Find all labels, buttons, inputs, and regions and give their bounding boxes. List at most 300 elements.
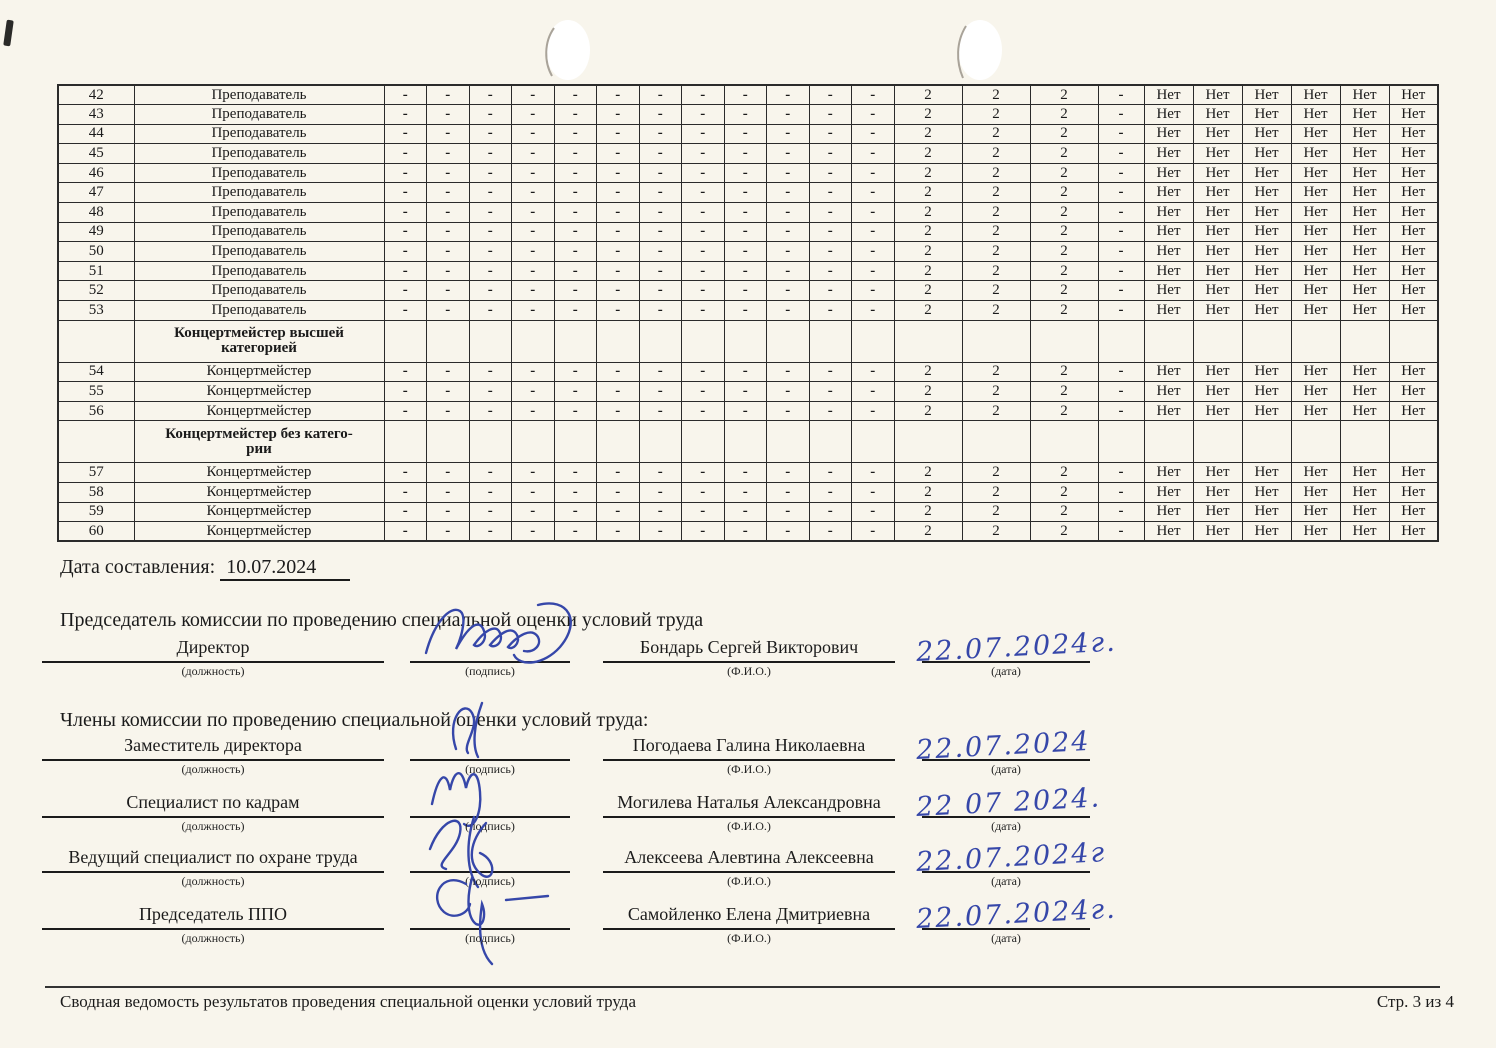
value-cell: Нет: [1291, 522, 1340, 542]
position-cell: [42, 792, 384, 833]
value-cell: -: [767, 463, 810, 483]
value-cell: -: [724, 522, 767, 542]
value-cell: -: [724, 483, 767, 503]
value-cell: Нет: [1242, 203, 1291, 223]
value-cell: Нет: [1193, 522, 1242, 542]
value-cell: -: [384, 362, 427, 382]
value-cell: 2: [894, 163, 962, 183]
job-title-cell: Преподаватель: [134, 222, 384, 242]
value-cell: Нет: [1291, 281, 1340, 301]
value-cell: Нет: [1340, 463, 1389, 483]
value-cell: Нет: [1291, 203, 1340, 223]
name-cell: [603, 637, 895, 678]
value-cell: -: [427, 483, 470, 503]
value-cell: -: [427, 401, 470, 421]
value-cell: -: [554, 522, 597, 542]
date-label: (дата): [991, 931, 1021, 945]
value-cell: -: [597, 105, 640, 125]
job-title-cell: Преподаватель: [134, 144, 384, 164]
value-cell: -: [512, 183, 555, 203]
value-cell: 2: [962, 222, 1030, 242]
value-cell: -: [724, 85, 767, 105]
value-cell: Нет: [1291, 483, 1340, 503]
value-cell: Нет: [1340, 401, 1389, 421]
value-cell: -: [597, 222, 640, 242]
value-cell: Нет: [1193, 362, 1242, 382]
value-cell: -: [427, 163, 470, 183]
value-cell: -: [1098, 222, 1144, 242]
value-cell: -: [554, 261, 597, 281]
value-cell: -: [597, 124, 640, 144]
position-cell: [42, 847, 384, 888]
row-number-cell: 53: [58, 301, 134, 321]
row-number-cell: 52: [58, 281, 134, 301]
value-cell: -: [469, 144, 512, 164]
value-cell: -: [1098, 522, 1144, 542]
value-cell: Нет: [1389, 382, 1438, 402]
job-title-cell: Концертмейстер: [134, 401, 384, 421]
value-cell: Нет: [1389, 301, 1438, 321]
value-cell: -: [554, 124, 597, 144]
value-cell: -: [469, 85, 512, 105]
value-cell: -: [427, 463, 470, 483]
row-number-cell: 44: [58, 124, 134, 144]
value-cell: -: [1098, 124, 1144, 144]
value-cell: -: [809, 301, 852, 321]
value-cell: -: [682, 163, 725, 183]
job-title-cell: Концертмейстер: [134, 463, 384, 483]
value-cell: 2: [894, 382, 962, 402]
value-cell: 2: [894, 281, 962, 301]
value-cell: -: [384, 183, 427, 203]
value-cell: 2: [894, 144, 962, 164]
empty-cell: [469, 421, 512, 463]
value-cell: -: [809, 124, 852, 144]
value-cell: 2: [1030, 222, 1098, 242]
value-cell: -: [682, 502, 725, 522]
value-cell: 2: [1030, 463, 1098, 483]
value-cell: -: [809, 362, 852, 382]
value-cell: Нет: [1193, 301, 1242, 321]
value-cell: Нет: [1389, 163, 1438, 183]
empty-cell: [962, 320, 1030, 362]
value-cell: -: [384, 124, 427, 144]
value-cell: -: [682, 261, 725, 281]
results-table-wrap: [57, 84, 1439, 542]
value-cell: -: [852, 242, 895, 262]
value-cell: -: [512, 463, 555, 483]
value-cell: Нет: [1340, 85, 1389, 105]
empty-cell: [384, 421, 427, 463]
job-title-cell: Концертмейстер: [134, 362, 384, 382]
job-title-cell: Преподаватель: [134, 85, 384, 105]
value-cell: -: [852, 163, 895, 183]
value-cell: -: [767, 163, 810, 183]
value-cell: Нет: [1340, 483, 1389, 503]
signature-label: (подпись): [465, 931, 515, 945]
value-cell: Нет: [1242, 144, 1291, 164]
empty-cell: [767, 421, 810, 463]
value-cell: Нет: [1193, 144, 1242, 164]
job-title-cell: Концертмейстер: [134, 483, 384, 503]
value-cell: -: [1098, 401, 1144, 421]
value-cell: -: [639, 463, 682, 483]
value-cell: 2: [894, 522, 962, 542]
value-cell: -: [724, 281, 767, 301]
value-cell: -: [384, 522, 427, 542]
table-row: [58, 301, 1438, 321]
value-cell: -: [469, 242, 512, 262]
value-cell: -: [682, 203, 725, 223]
value-cell: Нет: [1340, 261, 1389, 281]
value-cell: Нет: [1340, 502, 1389, 522]
value-cell: -: [809, 203, 852, 223]
empty-cell: [554, 320, 597, 362]
value-cell: Нет: [1291, 301, 1340, 321]
value-cell: 2: [1030, 183, 1098, 203]
value-cell: 2: [962, 261, 1030, 281]
value-cell: 2: [962, 301, 1030, 321]
value-cell: -: [767, 522, 810, 542]
compiled-date-label: Дата составления:: [60, 556, 216, 578]
value-cell: -: [384, 401, 427, 421]
row-number-cell: 49: [58, 222, 134, 242]
value-cell: -: [427, 183, 470, 203]
value-cell: Нет: [1242, 301, 1291, 321]
empty-cell: [1144, 421, 1193, 463]
value-cell: -: [554, 463, 597, 483]
value-cell: Нет: [1144, 163, 1193, 183]
value-cell: -: [384, 242, 427, 262]
name-label: (Ф.И.О.): [727, 874, 771, 888]
value-cell: Нет: [1242, 382, 1291, 402]
value-cell: Нет: [1291, 183, 1340, 203]
value-cell: -: [554, 85, 597, 105]
value-cell: 2: [962, 203, 1030, 223]
value-cell: -: [852, 301, 895, 321]
value-cell: -: [682, 222, 725, 242]
job-title-cell: Преподаватель: [134, 163, 384, 183]
value-cell: -: [554, 382, 597, 402]
value-cell: -: [639, 301, 682, 321]
date-label: (дата): [991, 762, 1021, 776]
value-cell: -: [597, 362, 640, 382]
value-cell: -: [682, 144, 725, 164]
value-cell: -: [639, 85, 682, 105]
value-cell: -: [639, 105, 682, 125]
value-cell: -: [384, 105, 427, 125]
value-cell: Нет: [1144, 382, 1193, 402]
job-title-cell: Преподаватель: [134, 183, 384, 203]
job-title-cell: Концертмейстер: [134, 382, 384, 402]
position-cell: [42, 904, 384, 945]
row-number-cell: 43: [58, 105, 134, 125]
value-cell: -: [1098, 301, 1144, 321]
value-cell: Нет: [1193, 124, 1242, 144]
value-cell: Нет: [1389, 502, 1438, 522]
value-cell: -: [809, 463, 852, 483]
position-text: Специалист по кадрам: [126, 792, 300, 812]
value-cell: -: [809, 105, 852, 125]
signature-cell: [410, 871, 570, 888]
row-number-cell: 45: [58, 144, 134, 164]
value-cell: -: [682, 463, 725, 483]
value-cell: -: [597, 163, 640, 183]
value-cell: Нет: [1242, 183, 1291, 203]
value-cell: Нет: [1144, 502, 1193, 522]
value-cell: -: [597, 281, 640, 301]
value-cell: -: [554, 163, 597, 183]
value-cell: 2: [962, 124, 1030, 144]
signature-label: (подпись): [465, 819, 515, 833]
value-cell: -: [469, 483, 512, 503]
value-cell: -: [724, 203, 767, 223]
value-cell: 2: [894, 183, 962, 203]
value-cell: -: [1098, 382, 1144, 402]
value-cell: Нет: [1144, 203, 1193, 223]
row-number-cell: 48: [58, 203, 134, 223]
value-cell: -: [639, 144, 682, 164]
value-cell: -: [512, 261, 555, 281]
value-cell: Нет: [1144, 242, 1193, 262]
value-cell: Нет: [1144, 522, 1193, 542]
value-cell: Нет: [1242, 522, 1291, 542]
value-cell: -: [767, 261, 810, 281]
value-cell: -: [1098, 144, 1144, 164]
value-cell: Нет: [1242, 163, 1291, 183]
value-cell: -: [724, 261, 767, 281]
value-cell: -: [1098, 281, 1144, 301]
value-cell: -: [852, 222, 895, 242]
value-cell: Нет: [1389, 203, 1438, 223]
signature-cell: [410, 816, 570, 833]
position-label: (должность): [181, 931, 245, 945]
date-cell: [915, 837, 1107, 888]
empty-cell: [1193, 421, 1242, 463]
value-cell: -: [682, 281, 725, 301]
empty-cell: [554, 421, 597, 463]
value-cell: -: [852, 124, 895, 144]
value-cell: -: [724, 163, 767, 183]
name-cell: [603, 735, 895, 776]
value-cell: -: [427, 144, 470, 164]
value-cell: -: [852, 183, 895, 203]
empty-cell: [1291, 421, 1340, 463]
value-cell: -: [1098, 183, 1144, 203]
value-cell: -: [469, 301, 512, 321]
value-cell: -: [852, 144, 895, 164]
value-cell: -: [767, 222, 810, 242]
value-cell: -: [682, 362, 725, 382]
value-cell: Нет: [1389, 85, 1438, 105]
value-cell: 2: [1030, 483, 1098, 503]
footer-document-title: Сводная ведомость результатов проведения специальной оценки условий труда: [60, 992, 636, 1011]
signature-row: [0, 782, 1200, 833]
value-cell: Нет: [1242, 222, 1291, 242]
value-cell: 2: [1030, 105, 1098, 125]
value-cell: -: [724, 382, 767, 402]
table-row: [58, 163, 1438, 183]
scan-ink-mark: [3, 20, 14, 47]
value-cell: -: [554, 483, 597, 503]
value-cell: -: [1098, 242, 1144, 262]
value-cell: -: [427, 362, 470, 382]
value-cell: -: [1098, 483, 1144, 503]
value-cell: -: [639, 522, 682, 542]
job-title-cell: Преподаватель: [134, 281, 384, 301]
position-cell: [42, 735, 384, 776]
value-cell: Нет: [1242, 502, 1291, 522]
position-label: (должность): [181, 874, 245, 888]
value-cell: 2: [962, 483, 1030, 503]
value-cell: -: [512, 144, 555, 164]
value-cell: -: [809, 382, 852, 402]
value-cell: -: [597, 502, 640, 522]
value-cell: -: [1098, 105, 1144, 125]
value-cell: Нет: [1144, 483, 1193, 503]
value-cell: 2: [962, 401, 1030, 421]
value-cell: 2: [962, 163, 1030, 183]
table-row: [58, 362, 1438, 382]
value-cell: -: [512, 301, 555, 321]
value-cell: 2: [894, 105, 962, 125]
value-cell: Нет: [1291, 242, 1340, 262]
value-cell: Нет: [1242, 105, 1291, 125]
value-cell: Нет: [1340, 203, 1389, 223]
value-cell: Нет: [1144, 183, 1193, 203]
value-cell: Нет: [1144, 144, 1193, 164]
value-cell: -: [512, 222, 555, 242]
value-cell: Нет: [1291, 124, 1340, 144]
row-number-cell: [58, 421, 134, 463]
value-cell: Нет: [1193, 242, 1242, 262]
value-cell: -: [384, 203, 427, 223]
value-cell: -: [512, 281, 555, 301]
value-cell: Нет: [1144, 261, 1193, 281]
empty-cell: [1389, 421, 1438, 463]
signature-label: (подпись): [465, 762, 515, 776]
empty-cell: [639, 320, 682, 362]
empty-cell: [1030, 421, 1098, 463]
empty-cell: [597, 421, 640, 463]
row-number-cell: 55: [58, 382, 134, 402]
value-cell: 2: [894, 401, 962, 421]
value-cell: Нет: [1291, 85, 1340, 105]
position-text: Заместитель директора: [124, 735, 302, 755]
value-cell: Нет: [1340, 124, 1389, 144]
name-label: (Ф.И.О.): [727, 762, 771, 776]
value-cell: -: [852, 85, 895, 105]
value-cell: -: [384, 502, 427, 522]
value-cell: -: [724, 502, 767, 522]
position-label: (должность): [181, 819, 245, 833]
signature-cell: [410, 661, 570, 678]
value-cell: -: [469, 261, 512, 281]
value-cell: Нет: [1144, 222, 1193, 242]
value-cell: 2: [1030, 401, 1098, 421]
value-cell: -: [597, 144, 640, 164]
value-cell: Нет: [1193, 163, 1242, 183]
value-cell: -: [724, 105, 767, 125]
value-cell: 2: [1030, 124, 1098, 144]
value-cell: Нет: [1291, 401, 1340, 421]
value-cell: -: [767, 124, 810, 144]
handwritten-date: 22.07.2024: [915, 725, 1092, 767]
empty-cell: [1242, 320, 1291, 362]
value-cell: Нет: [1389, 242, 1438, 262]
position-text: Директор: [176, 637, 250, 657]
value-cell: -: [767, 203, 810, 223]
value-cell: Нет: [1389, 144, 1438, 164]
value-cell: 2: [1030, 85, 1098, 105]
value-cell: -: [469, 463, 512, 483]
value-cell: Нет: [1193, 183, 1242, 203]
value-cell: -: [384, 382, 427, 402]
value-cell: 2: [894, 483, 962, 503]
value-cell: -: [469, 502, 512, 522]
value-cell: -: [852, 382, 895, 402]
row-number-cell: 59: [58, 502, 134, 522]
empty-cell: [427, 421, 470, 463]
value-cell: -: [809, 522, 852, 542]
value-cell: -: [597, 203, 640, 223]
name-text: Могилева Наталья Александровна: [617, 792, 881, 812]
value-cell: -: [767, 301, 810, 321]
row-number-cell: 51: [58, 261, 134, 281]
table-row: [58, 203, 1438, 223]
date-cell: [915, 893, 1118, 945]
value-cell: -: [809, 242, 852, 262]
value-cell: -: [639, 222, 682, 242]
value-cell: Нет: [1144, 463, 1193, 483]
value-cell: -: [809, 261, 852, 281]
value-cell: -: [384, 261, 427, 281]
value-cell: -: [852, 522, 895, 542]
row-number-cell: [58, 320, 134, 362]
value-cell: -: [809, 222, 852, 242]
value-cell: Нет: [1291, 163, 1340, 183]
table-row: [58, 261, 1438, 281]
value-cell: -: [767, 362, 810, 382]
signature-row: [0, 893, 1200, 945]
value-cell: Нет: [1291, 502, 1340, 522]
value-cell: 2: [894, 362, 962, 382]
value-cell: -: [554, 502, 597, 522]
value-cell: -: [852, 362, 895, 382]
value-cell: 2: [1030, 242, 1098, 262]
empty-cell: [809, 421, 852, 463]
signature-cell: [410, 928, 570, 945]
value-cell: Нет: [1291, 382, 1340, 402]
empty-cell: [512, 421, 555, 463]
value-cell: Нет: [1340, 144, 1389, 164]
value-cell: 2: [962, 281, 1030, 301]
value-cell: -: [724, 222, 767, 242]
value-cell: -: [554, 203, 597, 223]
empty-cell: [512, 320, 555, 362]
row-number-cell: 42: [58, 85, 134, 105]
value-cell: -: [427, 301, 470, 321]
value-cell: -: [852, 502, 895, 522]
value-cell: -: [682, 124, 725, 144]
compiled-date-line: [60, 556, 350, 579]
position-cell: [42, 637, 384, 678]
value-cell: -: [1098, 463, 1144, 483]
empty-cell: [894, 320, 962, 362]
empty-cell: [809, 320, 852, 362]
value-cell: Нет: [1144, 85, 1193, 105]
value-cell: Нет: [1340, 522, 1389, 542]
